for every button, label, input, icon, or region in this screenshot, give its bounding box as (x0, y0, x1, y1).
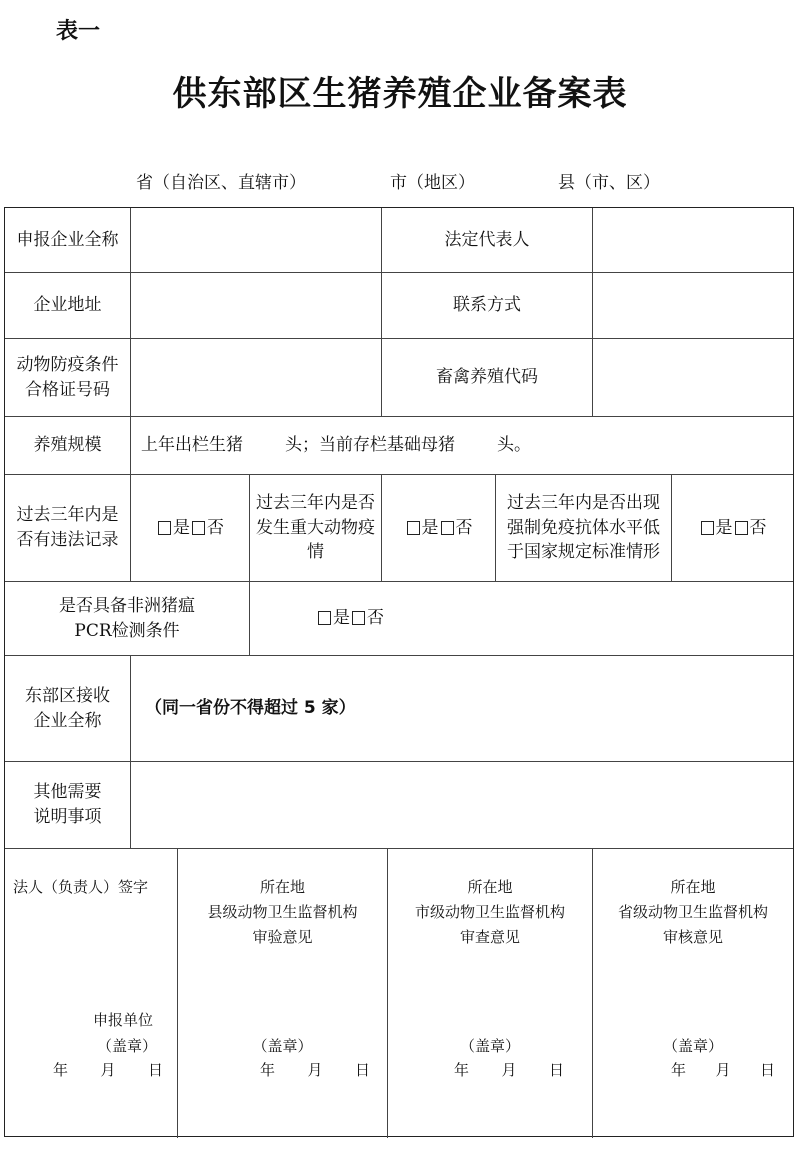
year-label: 年 (454, 1061, 470, 1079)
date-line (671, 1059, 775, 1080)
no-label: 否 (367, 608, 384, 629)
no-checkbox[interactable] (192, 521, 205, 535)
county-header-3: 审验意见 (252, 928, 313, 946)
legal-person-signature-cell[interactable] (5, 849, 178, 1138)
company-name-value[interactable] (131, 208, 382, 273)
province-field-label: 省（自治区、直辖市） (136, 173, 306, 193)
year-label: 年 (53, 1061, 69, 1079)
city-opinion-header (388, 875, 592, 950)
q-pcr-options (250, 582, 793, 656)
yes-label: 是 (421, 517, 439, 538)
contact-value[interactable] (593, 273, 793, 339)
date-line (260, 1059, 370, 1080)
day-label: 日 (354, 1061, 370, 1079)
epidemic-cert-value[interactable] (131, 339, 382, 417)
county-opinion-header (178, 875, 387, 950)
seal-label: （盖章） (252, 1037, 313, 1055)
seal-label: （盖章） (459, 1037, 520, 1055)
no-label: 否 (455, 517, 473, 538)
yes-checkbox[interactable] (158, 521, 171, 535)
yes-checkbox[interactable] (701, 521, 714, 535)
seal-label: （盖章） (662, 1037, 723, 1055)
province-header-3: 审核意见 (662, 928, 723, 946)
receiver-label: 东部区接收企业全称 (5, 656, 131, 762)
no-checkbox[interactable] (352, 611, 365, 625)
contact-label: 联系方式 (382, 273, 593, 339)
q-epidemic-label: 过去三年内是否发生重大动物疫情 (250, 475, 382, 582)
q-antibody-options (672, 475, 793, 582)
scale-value (131, 417, 793, 475)
day-label: 日 (147, 1061, 163, 1079)
legal-person-label: 法人（负责人）签字 (13, 878, 149, 896)
date-line (53, 1059, 163, 1080)
q-pcr-label: 是否具备非洲猪瘟PCR检测条件 (5, 582, 250, 656)
no-label: 否 (207, 517, 224, 538)
day-label: 日 (548, 1061, 564, 1079)
date-line (454, 1059, 564, 1080)
year-label: 年 (671, 1061, 687, 1079)
yes-checkbox[interactable] (407, 521, 420, 535)
seal-label: （盖章） (97, 1037, 158, 1055)
city-header-1: 所在地 (467, 878, 513, 896)
receiver-note: （同一省份不得超过 5 家） (145, 698, 356, 719)
breeding-code-label: 畜禽养殖代码 (382, 339, 593, 417)
q-epidemic-options (382, 475, 496, 582)
yes-label: 是 (173, 517, 190, 538)
county-opinion-cell[interactable] (178, 849, 388, 1138)
no-label: 否 (749, 517, 767, 538)
filing-form-table (4, 207, 794, 1137)
month-label: 月 (100, 1061, 116, 1079)
city-opinion-cell[interactable] (388, 849, 593, 1138)
receiver-value[interactable] (131, 656, 793, 762)
month-label: 月 (307, 1061, 323, 1079)
legal-rep-label: 法定代表人 (382, 208, 593, 273)
q-violation-label: 过去三年内是否有违法记录 (5, 475, 131, 582)
yes-checkbox[interactable] (318, 611, 331, 625)
city-header-3: 审查意见 (459, 928, 520, 946)
scale-text-3: 头。 (497, 435, 531, 456)
address-value[interactable] (131, 273, 382, 339)
other-value[interactable] (131, 762, 793, 849)
q-violation-options (131, 475, 250, 582)
scale-text-1: 上年出栏生猪 (141, 435, 243, 456)
city-header-2: 市级动物卫生监督机构 (414, 903, 565, 921)
page-title: 供东部区生猪养殖企业备案表 (172, 74, 628, 114)
other-label: 其他需要说明事项 (5, 762, 131, 849)
province-opinion-cell[interactable] (593, 849, 793, 1138)
no-checkbox[interactable] (735, 521, 748, 535)
county-field-label: 县（市、区） (558, 173, 660, 193)
county-header-2: 县级动物卫生监督机构 (207, 903, 358, 921)
month-label: 月 (501, 1061, 517, 1079)
yes-label: 是 (333, 608, 350, 629)
scale-text-2: 头；当前存栏基础母猪 (285, 435, 455, 456)
year-label: 年 (260, 1061, 276, 1079)
month-label: 月 (715, 1061, 731, 1079)
epidemic-cert-label: 动物防疫条件合格证号码 (5, 339, 131, 417)
address-label: 企业地址 (5, 273, 131, 339)
breeding-code-value[interactable] (593, 339, 793, 417)
scale-label: 养殖规模 (5, 417, 131, 475)
legal-rep-value[interactable] (593, 208, 793, 273)
county-header-1: 所在地 (259, 878, 305, 896)
day-label: 日 (759, 1061, 775, 1079)
province-header-1: 所在地 (670, 878, 716, 896)
company-name-label: 申报企业全称 (5, 208, 131, 273)
city-field-label: 市（地区） (390, 173, 475, 193)
province-header-2: 省级动物卫生监督机构 (617, 903, 768, 921)
province-opinion-header (593, 875, 793, 950)
applicant-unit-label: 申报单位 (93, 1011, 154, 1029)
table-number-label: 表一 (56, 19, 101, 44)
yes-label: 是 (715, 517, 733, 538)
no-checkbox[interactable] (441, 521, 454, 535)
q-antibody-label: 过去三年内是否出现强制免疫抗体水平低于国家规定标准情形 (496, 475, 672, 582)
